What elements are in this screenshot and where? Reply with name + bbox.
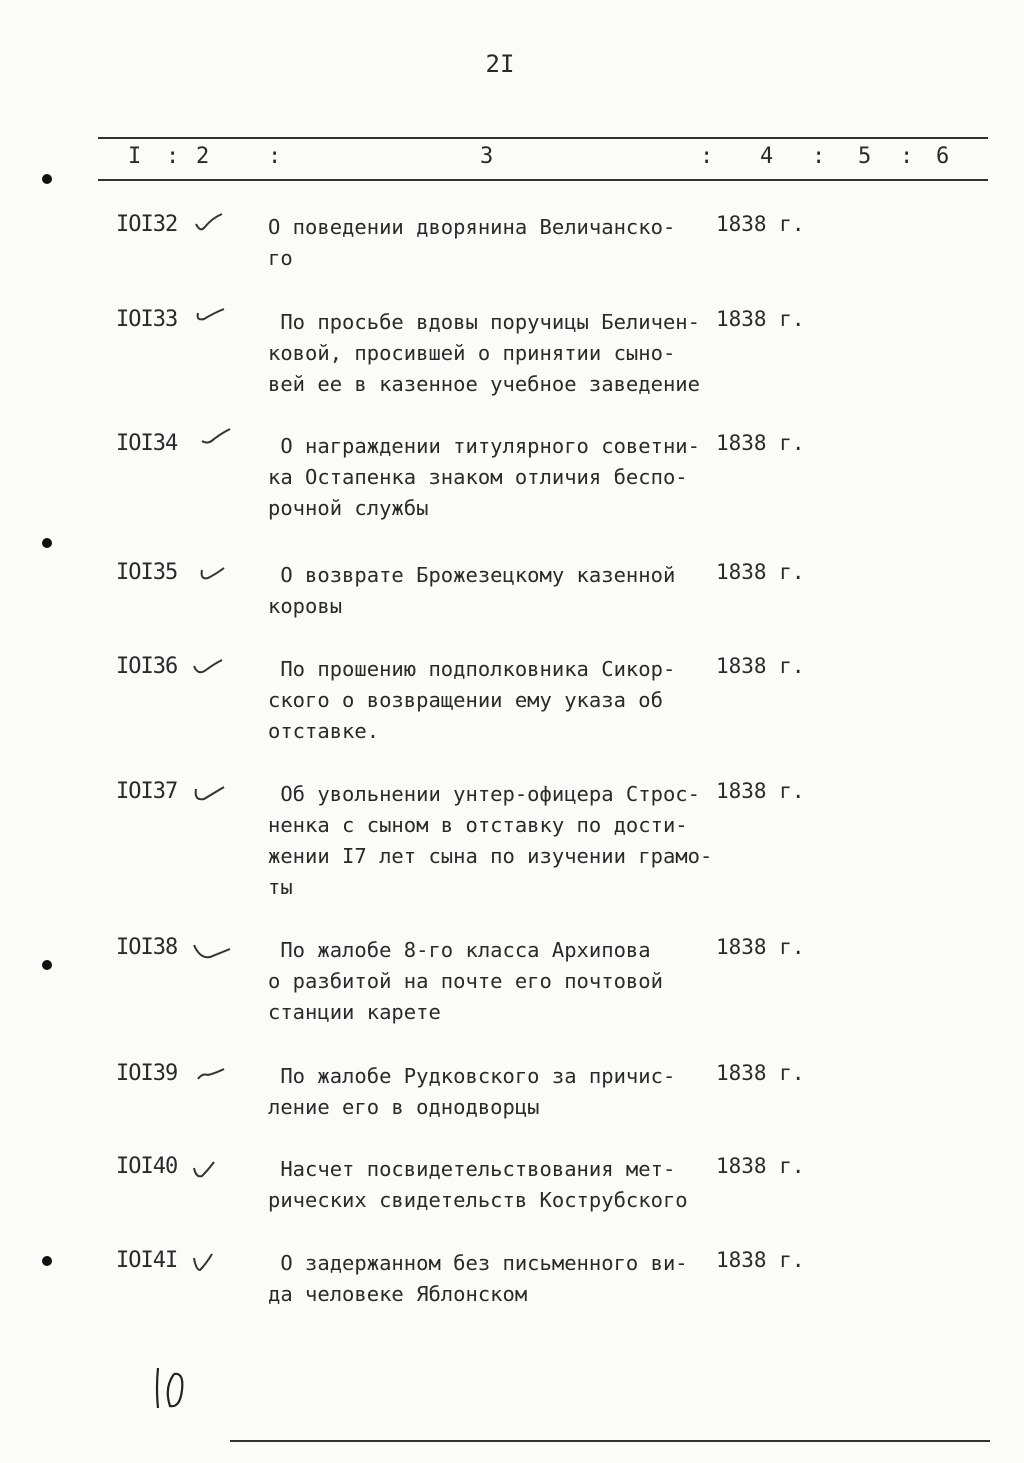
check-mark-icon	[190, 1150, 230, 1184]
case-number: IOI4I	[116, 1248, 178, 1273]
case-year: 1838 г.	[716, 212, 805, 236]
check-mark-icon	[190, 650, 230, 680]
column-separator: :	[268, 144, 282, 169]
case-number: IOI32	[116, 212, 178, 237]
check-mark-icon	[190, 427, 234, 457]
case-description: О награждении титулярного советни- ка Остапенка знаком отличия беспо- рочной службы	[268, 434, 700, 520]
case-year: 1838 г.	[716, 431, 805, 455]
column-header-2: 2	[196, 144, 210, 169]
case-description: О поведении дворянина Величанско- го	[268, 215, 676, 270]
case-year: 1838 г.	[716, 307, 805, 331]
case-year: 1838 г.	[716, 560, 805, 584]
column-separator: :	[900, 144, 914, 169]
column-header-1: I	[128, 144, 142, 169]
table-top-rule	[98, 137, 988, 139]
check-mark-icon	[190, 1057, 230, 1087]
case-description: О возврате Брожезецкому казенной коровы	[268, 563, 676, 618]
case-year: 1838 г.	[716, 935, 805, 959]
check-mark-icon	[190, 208, 230, 238]
punch-hole	[42, 960, 52, 970]
check-mark-icon	[190, 556, 230, 586]
case-number: IOI36	[116, 654, 178, 679]
case-number: IOI39	[116, 1061, 178, 1086]
bottom-rule	[230, 1440, 990, 1442]
column-separator: :	[700, 144, 714, 169]
case-year: 1838 г.	[716, 1061, 805, 1085]
case-year: 1838 г.	[716, 1248, 805, 1272]
case-number: IOI33	[116, 307, 178, 332]
case-description: Насчет посвидетельствования мет- рических свидетельств Кострубского	[268, 1157, 688, 1212]
punch-hole	[42, 174, 52, 184]
handwritten-folio-number	[146, 1362, 196, 1414]
check-mark-icon	[190, 931, 234, 965]
column-header-5: 5	[858, 144, 872, 169]
column-header-4: 4	[760, 144, 774, 169]
table-header-rule	[98, 179, 988, 181]
case-description: По прошению подполковника Сикор- ского о возвращении ему указа об отставке.	[268, 657, 676, 743]
punch-hole	[42, 1256, 52, 1266]
case-description: По жалобе Рудковского за причис- ление его в однодворцы	[268, 1064, 676, 1119]
column-separator: :	[812, 144, 826, 169]
case-number: IOI34	[116, 431, 178, 456]
case-description: По просьбе вдовы поручицы Беличен- ковой, просившей о принятии сыно- вей ее в казенное учебное заведение	[268, 310, 700, 396]
case-description: По жалобе 8-го класса Архипова о разбитой на почте его почтовой станции карете	[268, 938, 663, 1024]
case-number: IOI38	[116, 935, 178, 960]
case-year: 1838 г.	[716, 654, 805, 678]
column-separator: :	[166, 144, 180, 169]
case-year: 1838 г.	[716, 1154, 805, 1178]
case-description: О задержанном без письменного ви- да человеке Яблонском	[268, 1251, 688, 1306]
case-description: Об увольнении унтер-офицера Строс- ненка с сыном в отставку по дости- жении I7 лет сына по изучении грамо- ты	[268, 782, 713, 899]
case-number: IOI40	[116, 1154, 178, 1179]
punch-hole	[42, 538, 52, 548]
column-header-3: 3	[480, 144, 494, 169]
check-mark-icon	[190, 775, 230, 809]
check-mark-icon	[190, 303, 230, 333]
case-number: IOI35	[116, 560, 178, 585]
page-number: 2I	[485, 50, 515, 78]
case-number: IOI37	[116, 779, 178, 804]
column-header-6: 6	[936, 144, 950, 169]
check-mark-icon	[190, 1244, 230, 1278]
case-year: 1838 г.	[716, 779, 805, 803]
